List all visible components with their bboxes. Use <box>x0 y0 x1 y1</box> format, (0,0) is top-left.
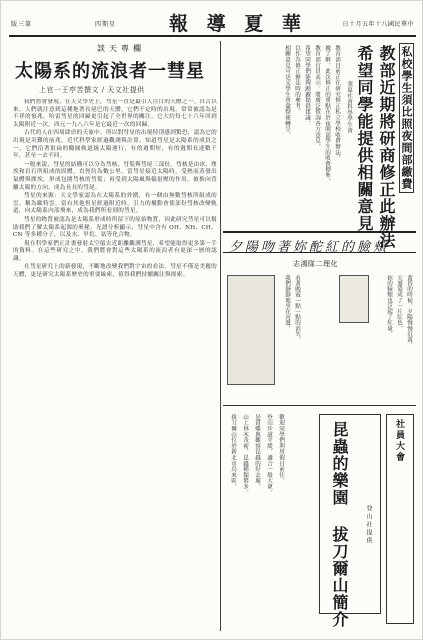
hiking-title-box <box>319 414 381 628</box>
news-text-col: 教育部官員表示，將廣泛徵詢各方意見， <box>314 45 320 150</box>
news-source: 華夏社會科學學生會 <box>346 81 352 134</box>
article-paragraph: 古代的人在四周肆虐的天象中，所以對彗星的出現特別感到驚恐，認為它的出現是災難的前兆。近代科學家經過觀測與計算，知道彗星是太陽系的成員之一，它們沿著很扁的橢圓軌道繞太陽運行，有的週期短，有的週期長達數千年，甚至一去不回。 <box>13 130 217 160</box>
column-label: 談天專欄 <box>97 44 145 53</box>
news-text-col: 據了解，此次修正的重點在於夜間部學生的收費標準， <box>324 45 330 185</box>
banner-title: 夕陽吻著妳酡紅的臉頰 <box>229 240 390 255</box>
hiking-text-col: 登山步道平緩，適合一般大眾， <box>266 414 272 496</box>
essay-text-col: 天邊染成了一片紅色， <box>396 275 402 331</box>
meeting-title: 社員大會 <box>394 419 404 463</box>
essay-block <box>223 255 416 405</box>
article-body <box>13 99 217 629</box>
essay-author: 志鴻隊二理化 <box>293 260 338 268</box>
essay-text-col: 黃昏的時候，夕陽慢慢沉落， <box>406 275 412 348</box>
hiking-title: 昆蟲的樂園 拔刀爾山簡介 <box>330 421 349 628</box>
page-label: 版三第 <box>11 21 33 28</box>
news-text-col: 相關意見可送交學生會彙整後轉呈。 <box>284 45 290 138</box>
hiking-subtitle: 登山社提供 <box>365 505 372 545</box>
illustration <box>227 275 275 385</box>
article-byline: 上官一王亭苦撰文 / 天文社提供 <box>39 86 145 94</box>
news-text-col: 希望同學們能夠踴躍提供建議， <box>304 45 310 127</box>
masthead <box>9 7 416 37</box>
astronomy-article <box>9 41 221 631</box>
illustration-small <box>339 275 369 323</box>
essay-text-col: 我們靜靜地坐在河邊， <box>284 275 290 331</box>
meeting-box <box>386 414 414 624</box>
news-text-col: 以作為修正辦法時的參考。 <box>294 45 300 115</box>
article-paragraph: 一般來說，彗星的結構可以分為彗核、彗髮與彗尾三部份。彗核是由冰、塵埃和岩石所組成的固體，直徑約為數公里。當彗星接近太陽時，受熱而蒸發出氣體與塵埃，形成包圍彗核的彗髮；再受到太陽風與輻射壓的作用，被推向背離太陽的方向，成為長長的彗尾。 <box>13 161 217 191</box>
hiking-text-col: 拔刀爾山位於新北市烏來區， <box>230 414 236 490</box>
news-headline-1: 教部近期將研商修正此辦法 <box>377 45 396 249</box>
hiking-block <box>223 405 416 631</box>
essay-banner <box>223 231 416 253</box>
essay-text-col: 妳的臉頰也泛起了紅暈， <box>386 275 392 337</box>
date-line: 日十月五年十八國民華中 <box>342 21 414 28</box>
article-paragraph: 彗星的物質被認為是太陽系形成時所留下的原始物質，因此研究彗星可以幫助我們了解太陽系起源的奧秘。光譜分析顯示，彗星中含有 OH、NH、CH、CN 等多種分子，以及水、甲烷、氨等化合物。 <box>13 216 217 239</box>
hiking-text-col: 山上林木茂密，昆蟲種類繁多， <box>242 414 248 496</box>
article-paragraph: 在彗星研究上的新發現，不斷地改變我們對宇宙的看法。彗星不僅是美麗的天體，更是研究太陽系歷史的重要線索，值得我們持續關注與探索。 <box>13 264 217 279</box>
article-paragraph: 彗星的來源：天文學家認為在太陽系的外圍，有一個由無數彗核所組成的雲，稱為歐特雲。當有其他恆星經過附近時，引力的擾動會使部份彗核改變軌道，向太陽系內部飛來，成為我們所看到的彗星。 <box>13 193 217 215</box>
hiking-text-col: 是賞蝶與觀察昆蟲的好去處， <box>254 414 260 490</box>
news-kicker: 私校學生須比照夜間部繳費 <box>399 43 414 193</box>
news-headline-2: 希望同學能提供相關意見 <box>355 45 374 232</box>
essay-text-col: 看著晚霞一點一點的消失。 <box>294 275 300 343</box>
article-paragraph: 我們將會發現，在天文學史上，彗星一直是最引人注目的天體之一。自古以來，人們就注意到這種拖著長尾巴的天體，它們不定時的出現，常常被認為是不祥的預兆。哈雷彗星的回歸更引起了全世界的關注，它大約每七十六年回到太陽附近一次，西元一九八六年是它最近一次的回歸。 <box>13 99 217 128</box>
hiking-text-col: 歡迎同學們利用假日前往。 <box>278 414 284 484</box>
article-paragraph: 現在科學家們正計畫發射太空船去近距離觀測彗星，希望能取得更多第一手的資料。在這些研究之中，我們將會對這些太陽系的流浪者有更深一層的認識。 <box>13 240 217 262</box>
issue-label: 四期星 <box>95 21 117 28</box>
newspaper-title: 報 導 夏 華 <box>169 13 307 35</box>
news-text-col: 教育部目前正在研究修正私立學校收費辦法， <box>334 45 340 161</box>
article-title: 太陽系的流浪者一彗星 <box>15 61 205 82</box>
